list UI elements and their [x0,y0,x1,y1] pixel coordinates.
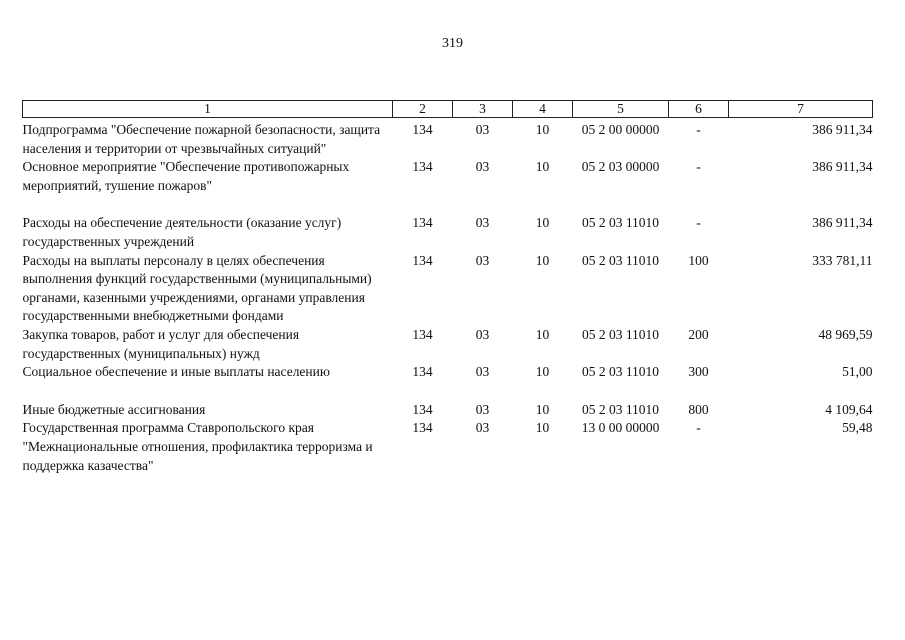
table-row [23,401,873,420]
section-code: 03 [475,401,490,417]
row-name: Государственная программа Ставропольского края "Межнациональные отношения, профилактика терроризма и поддержка казачества" [22,420,373,473]
expense-type-code: - [696,420,701,436]
amount-value: 386 911,34 [812,159,873,175]
amount-value: 51,00 [842,364,873,380]
amount-value: 48 969,59 [818,326,873,342]
target-code: 05 2 00 00000 [581,122,660,137]
section-code: 03 [475,122,490,137]
row-name: Социальное обеспечение и иные выплаты населению [22,364,330,380]
ministry-code: 134 [412,326,433,342]
expense-type-code: 800 [688,401,709,417]
section-code: 03 [475,159,490,175]
expense-type-code: 100 [688,252,709,268]
row-name: Иные бюджетные ассигнования [22,401,206,417]
row-name: Расходы на выплаты персоналу в целях обеспечения выполнения функций государственными (муниципальными) органами, казенными учреждениями, органами управления государственными внебюджетными фондами [22,252,372,324]
ministry-code: 134 [412,401,433,417]
section-code: 03 [475,252,490,268]
target-code: 05 2 03 11010 [581,401,660,417]
subsection-code: 10 [535,159,550,175]
section-code: 03 [475,326,490,342]
table-row [23,214,873,251]
subsection-code: 10 [535,364,550,380]
target-code: 05 2 03 11010 [581,326,660,342]
table-row [23,158,873,214]
amount-value: 386 911,34 [812,122,873,137]
column-header-2: 2 [393,101,453,118]
column-header-6: 6 [669,101,729,118]
table-row [23,252,873,326]
ministry-code: 134 [412,122,433,137]
subsection-code: 10 [535,252,550,268]
row-name: Закупка товаров, работ и услуг для обеспечения государственных (муниципальных) нужд [22,326,300,361]
subsection-code: 10 [535,401,550,417]
table-row [23,363,873,401]
target-code: 13 0 00 00000 [581,420,660,436]
expense-type-code: - [696,122,701,137]
page-number: 319 [442,36,463,51]
target-code: 05 2 03 11010 [581,215,660,231]
ministry-code: 134 [412,420,433,436]
header-row [23,101,873,118]
expense-type-code: 200 [688,326,709,342]
section-code: 03 [475,364,490,380]
expense-type-code: - [696,159,701,175]
target-code: 05 2 03 00000 [581,159,660,175]
row-name: Основное мероприятие "Обеспечение противопожарных мероприятий, тушение пожаров" [22,159,350,193]
table-row [23,118,873,159]
subsection-code: 10 [535,326,550,342]
table-row [23,419,873,475]
ministry-code: 134 [412,364,433,380]
column-header-4: 4 [513,101,573,118]
amount-value: 59,48 [842,420,873,436]
expense-type-code: - [696,215,701,231]
table-header [23,101,873,118]
amount-value: 333 781,11 [812,252,873,268]
row-name: Подпрограмма "Обеспечение пожарной безопасности, защита населения и территории от чрезвычайных ситуаций" [22,122,381,156]
amount-value: 4 109,64 [825,401,873,417]
ministry-code: 134 [412,252,433,268]
subsection-code: 10 [535,420,550,436]
amount-value: 386 911,34 [812,215,873,231]
column-header-3: 3 [453,101,513,118]
column-header-5: 5 [573,101,669,118]
subsection-code: 10 [535,215,550,231]
target-code: 05 2 03 11010 [581,252,660,268]
table-row [23,326,873,363]
subsection-code: 10 [535,122,550,137]
ministry-code: 134 [412,159,433,175]
column-header-7: 7 [729,101,873,118]
budget-table [22,100,873,475]
section-code: 03 [475,215,490,231]
section-code: 03 [475,420,490,436]
row-name: Расходы на обеспечение деятельности (оказание услуг) государственных учреждений [22,215,342,249]
expense-type-code: 300 [688,364,709,380]
column-header-1: 1 [23,101,393,118]
target-code: 05 2 03 11010 [581,364,660,380]
table-body [23,118,873,476]
ministry-code: 134 [412,215,433,231]
